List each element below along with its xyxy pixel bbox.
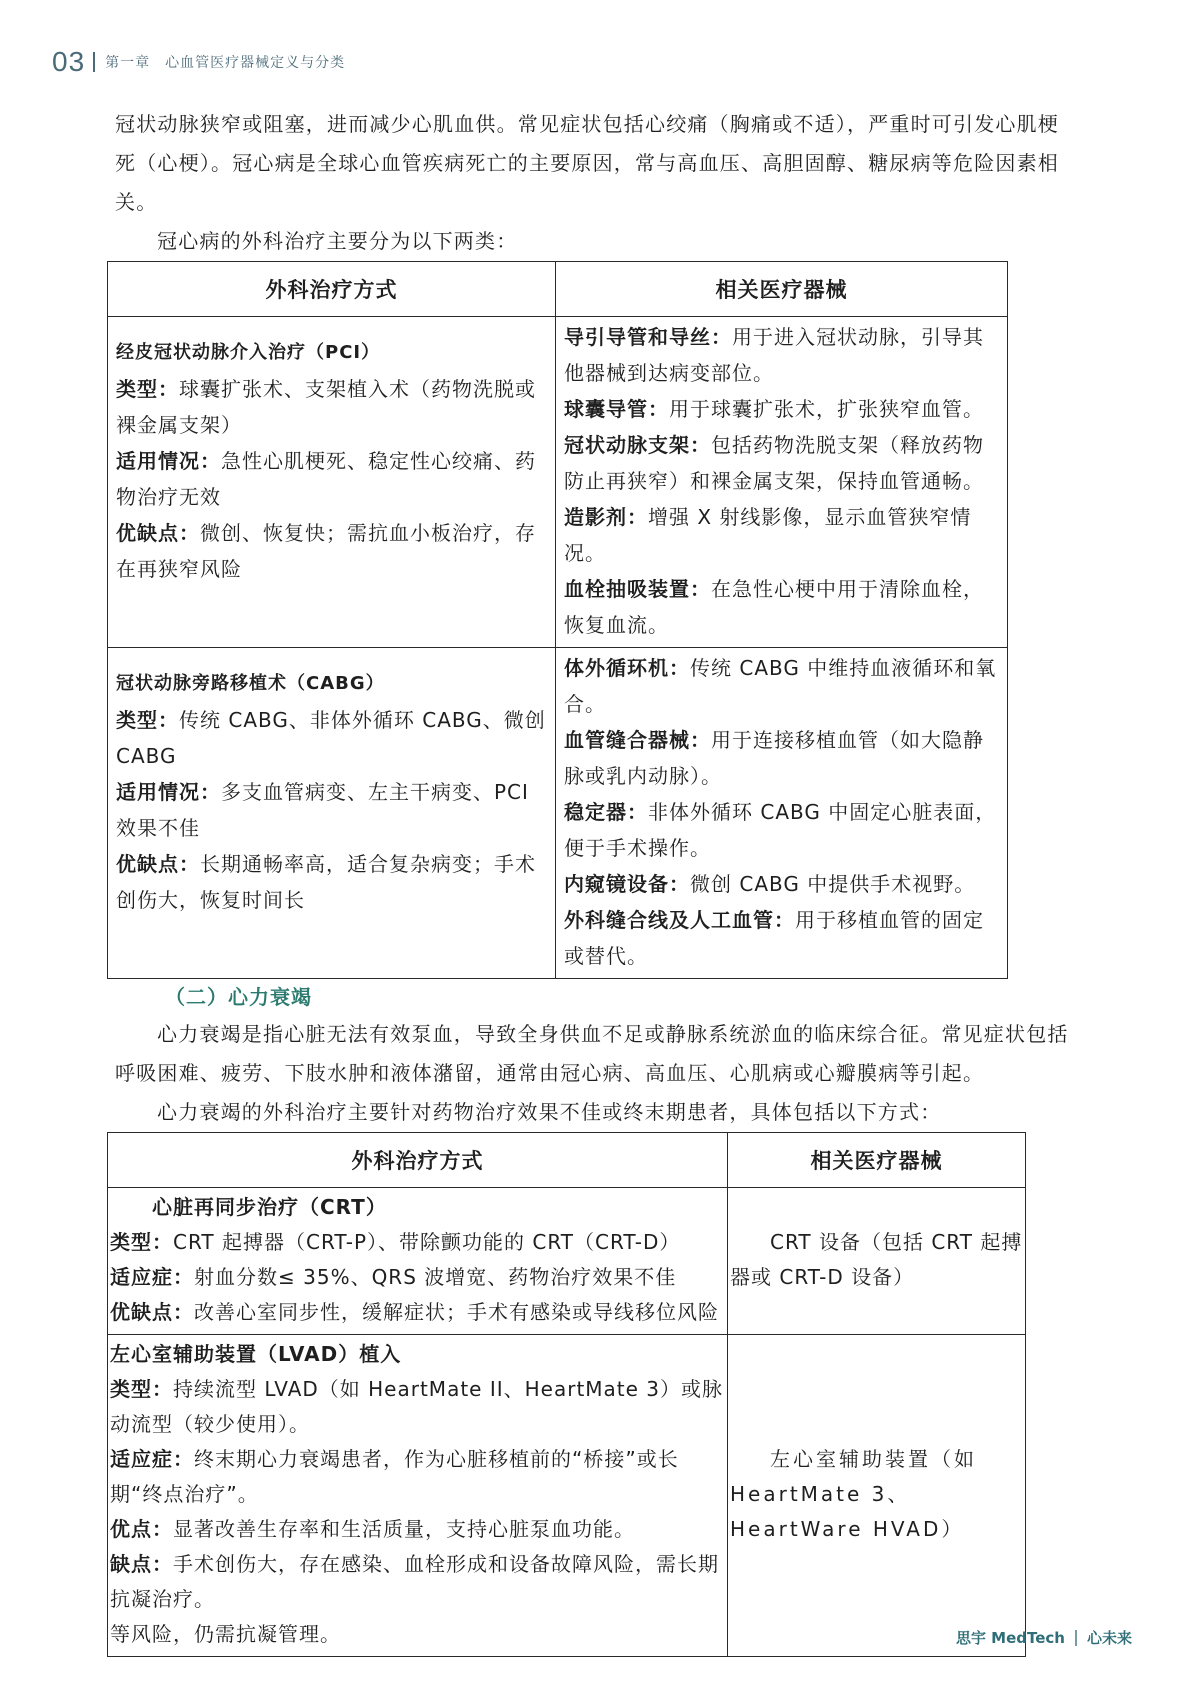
list-item <box>110 1225 725 1260</box>
item-label: 适应症： <box>110 1265 194 1289</box>
table-cell-devices: 左心室辅助装置（如 HeartMate 3、HeartWare HVAD） <box>728 1335 1026 1657</box>
item-text: 显著改善生存率和生活质量，支持心脏泵血功能。 <box>173 1517 635 1541</box>
item-text: 用于球囊扩张术，扩张狭窄血管。 <box>669 397 984 421</box>
list-item <box>116 371 547 443</box>
list-item <box>110 1372 725 1442</box>
item-label: 体外循环机： <box>564 656 690 680</box>
table-cell-method <box>108 317 556 648</box>
list-item <box>564 650 999 722</box>
table-cell-method <box>108 648 556 979</box>
item-label: 优缺点： <box>110 1300 194 1324</box>
table-row <box>108 317 1008 648</box>
item-text: 用于进入冠状动脉，引导其他器械到达病变部位。 <box>564 325 984 385</box>
item-text: 急性心肌梗死、稳定性心绞痛、药物治疗无效 <box>116 449 536 509</box>
item-label: 类型： <box>116 377 179 401</box>
item-text: 在急性心梗中用于清除血栓，恢复血流。 <box>564 577 984 637</box>
chapter-title: 第一章 心血管医疗器械定义与分类 <box>105 55 346 71</box>
list-item <box>110 1295 725 1330</box>
list-item <box>564 499 999 571</box>
list-item <box>110 1260 725 1295</box>
list-item <box>564 866 999 902</box>
page-footer <box>956 1627 1132 1648</box>
item-label: 类型： <box>110 1377 173 1401</box>
list-item <box>564 319 999 391</box>
brand-slogan: 心未来 <box>1086 1629 1132 1647</box>
item-text: 改善心室同步性，缓解症状；手术有感染或导线移位风险 <box>194 1300 719 1324</box>
item-text: 等风险，仍需抗凝管理。 <box>110 1622 341 1646</box>
item-text: 多支血管病变、左主干病变、PCI 效果不佳 <box>116 780 529 840</box>
list-item <box>564 902 999 974</box>
table-row <box>108 1335 1026 1657</box>
list-item <box>564 794 999 866</box>
coronary-surgery-table <box>107 261 1008 979</box>
item-text: 包括药物洗脱支架（释放药物防止再狭窄）和裸金属支架，保持血管通畅。 <box>564 433 984 493</box>
footer-divider <box>1075 1630 1077 1646</box>
table2-caption: 心力衰竭的外科治疗主要针对药物治疗效果不佳或终末期患者，具体包括以下方式： <box>157 1100 942 1124</box>
intro-paragraph: 冠状动脉狭窄或阻塞，进而减少心肌血供。常见症状包括心绞痛（胸痛或不适），严重时可引发心肌梗死（心梗）。冠心病是全球心血管疾病死亡的主要原因，常与高血压、高胆固醇、糖尿病等危险因素相关。 <box>115 112 1059 214</box>
header-surgery-method: 外科治疗方式 <box>108 262 556 317</box>
item-text: 手术创伤大，存在感染、血栓形成和设备故障风险，需长期抗凝治疗。 <box>110 1552 719 1611</box>
header-divider <box>93 52 95 72</box>
table-header-row <box>108 262 1008 317</box>
page-header <box>52 42 345 82</box>
item-label: 优缺点： <box>116 852 200 876</box>
item-label: 造影剂： <box>564 505 648 529</box>
item-label: 类型： <box>116 708 179 732</box>
item-text: 终末期心力衰竭患者，作为心脏移植前的“桥接”或长期“终点治疗”。 <box>110 1447 679 1506</box>
item-label: 缺点： <box>110 1552 173 1576</box>
list-item <box>116 515 547 587</box>
list-item <box>564 722 999 794</box>
table-cell-method <box>108 1188 728 1335</box>
table-row <box>108 1188 1026 1335</box>
list-item <box>116 702 547 774</box>
heart-failure-table <box>107 1132 1026 1657</box>
list-item <box>110 1442 725 1512</box>
item-text: 球囊扩张术、支架植入术（药物洗脱或裸金属支架） <box>116 377 536 437</box>
item-text: 传统 CABG 中维持血液循环和氧合。 <box>564 656 997 716</box>
item-text: 用于连接移植血管（如大隐静脉或乳内动脉）。 <box>564 728 984 788</box>
item-label: 优点： <box>110 1517 173 1541</box>
list-item <box>564 571 999 643</box>
item-text: 长期通畅率高，适合复杂病变；手术创伤大，恢复时间长 <box>116 852 536 912</box>
item-text: 射血分数≤ 35%、QRS 波增宽、药物治疗效果不佳 <box>194 1265 677 1289</box>
item-label: 适应症： <box>110 1447 194 1471</box>
item-text: 非体外循环 CABG 中固定心脏表面，便于手术操作。 <box>564 800 997 860</box>
table-row <box>108 648 1008 979</box>
item-label: 稳定器： <box>564 800 648 824</box>
table-cell-devices: CRT 设备（包括 CRT 起搏器或 CRT-D 设备） <box>728 1188 1026 1335</box>
list-item <box>564 427 999 499</box>
item-text: 用于移植血管的固定或替代。 <box>564 908 984 968</box>
item-label: 优缺点： <box>116 521 200 545</box>
item-label: 外科缝合线及人工血管： <box>564 908 795 932</box>
item-label: 内窥镜设备： <box>564 872 690 896</box>
item-text: 增强 X 射线影像，显示血管狭窄情况。 <box>564 505 972 565</box>
item-label: 适用情况： <box>116 780 221 804</box>
list-item <box>110 1547 725 1617</box>
item-text: 微创 CABG 中提供手术视野。 <box>690 872 976 896</box>
item-label: 冠状动脉支架： <box>564 433 711 457</box>
item-text: 传统 CABG、非体外循环 CABG、微创 CABG <box>116 708 546 768</box>
header-medical-devices: 相关医疗器械 <box>556 262 1008 317</box>
item-label: 球囊导管： <box>564 397 669 421</box>
table1-caption: 冠心病的外科治疗主要分为以下两类： <box>157 229 518 253</box>
table-cell-method <box>108 1335 728 1657</box>
table-cell-devices <box>556 648 1008 979</box>
item-label: 类型： <box>110 1230 173 1254</box>
brand-name: 思宇 MedTech <box>955 1629 1065 1647</box>
item-label: 血栓抽吸装置： <box>564 577 711 601</box>
method-title: 冠状动脉旁路移植术（CABG） <box>116 673 385 694</box>
list-item <box>116 443 547 515</box>
list-item <box>116 774 547 846</box>
section-heading: （二）心力衰竭 <box>165 985 312 1009</box>
list-item <box>564 391 999 427</box>
heart-failure-paragraph: 心力衰竭是指心脏无法有效泵血，导致全身供血不足或静脉系统淤血的临床综合征。常见症状包括呼吸困难、疲劳、下肢水肿和液体潴留，通常由冠心病、高血压、心肌病或心瓣膜病等引起。 <box>115 1022 1069 1085</box>
page-content <box>110 105 1080 1657</box>
item-text: 持续流型 LVAD（如 HeartMate II、HeartMate 3）或脉动流型（较少使用）。 <box>110 1377 724 1436</box>
item-label: 导引导管和导丝： <box>564 325 732 349</box>
method-title: 心脏再同步治疗（CRT） <box>152 1195 387 1219</box>
method-title: 左心室辅助装置（LVAD）植入 <box>110 1342 402 1366</box>
list-item <box>116 846 547 918</box>
item-text: CRT 起搏器（CRT-P）、带除颤功能的 CRT（CRT-D） <box>173 1230 681 1254</box>
method-title: 经皮冠状动脉介入治疗（PCI） <box>116 342 381 363</box>
item-label: 血管缝合器械： <box>564 728 711 752</box>
header-surgery-method: 外科治疗方式 <box>108 1133 728 1188</box>
item-label: 适用情况： <box>116 449 221 473</box>
page-number: 03 <box>52 46 86 77</box>
item-text: 微创、恢复快；需抗血小板治疗，存在再狭窄风险 <box>116 521 536 581</box>
table-header-row <box>108 1133 1026 1188</box>
list-item <box>110 1512 725 1547</box>
table-cell-devices <box>556 317 1008 648</box>
header-medical-devices: 相关医疗器械 <box>728 1133 1026 1188</box>
list-item <box>110 1617 725 1652</box>
